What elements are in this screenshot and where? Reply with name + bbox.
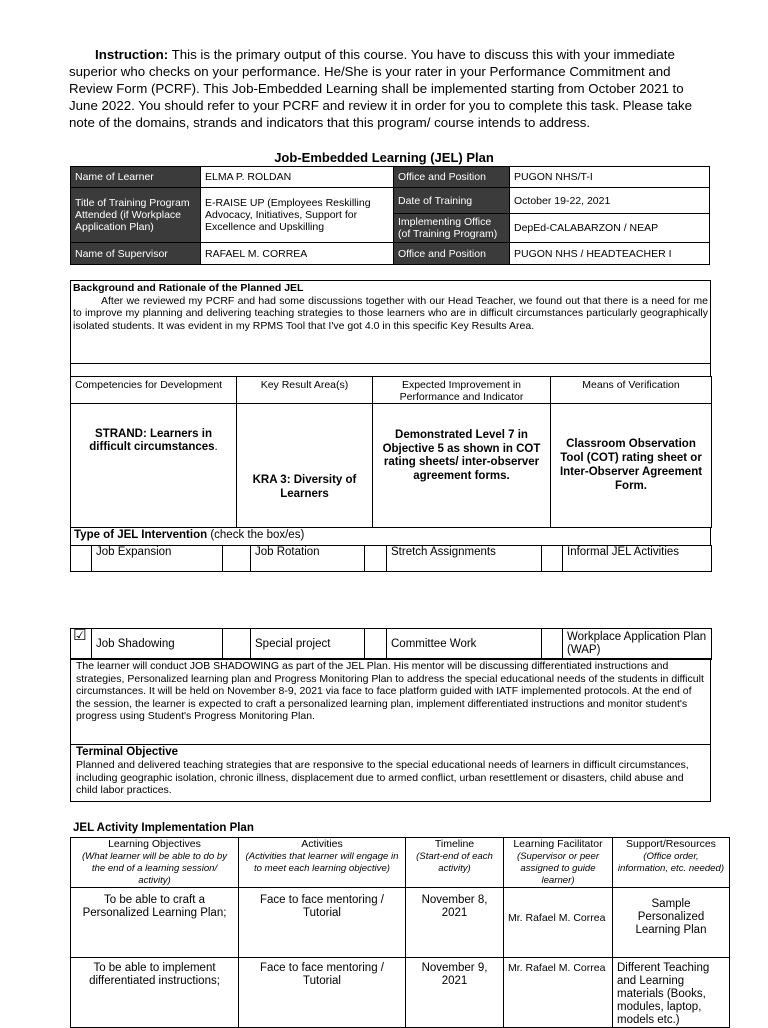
supervisor-value: RAFAEL M. CORREA <box>201 243 394 265</box>
facilitator-header-sub: (Supervisor or peer assigned to guide learner) <box>516 851 600 886</box>
timeline-header-sub: (Start-end of each activity) <box>416 851 493 874</box>
activities-header-title: Activities <box>301 838 343 850</box>
terminal-objective-text: Planned and delivered teaching strategies that are responsive to the special educational needs of learners in difficult circumstances, including geographic isolation, chronic illness, displacement due to armed conflict, urban resettlement or disasters, child abuse and child labor practices. <box>76 759 689 797</box>
activity-cell: Face to face mentoring / Tutorial <box>239 958 406 1028</box>
wap-checkbox[interactable] <box>542 629 563 660</box>
instruction-label: Instruction: <box>95 47 169 62</box>
stretch-assignments-checkbox[interactable] <box>365 546 387 572</box>
supervisor-label: Name of Supervisor <box>71 243 201 265</box>
office-position-label: Office and Position <box>394 167 510 188</box>
job-expansion-label: Job Expansion <box>92 546 223 572</box>
intervention-row-1 <box>70 545 712 572</box>
verification-cell: Classroom Observation Tool (COT) rating sheet or Inter-Observer Agreement Form. <box>551 404 712 528</box>
resources-header <box>613 838 730 888</box>
resources-cell: Sample Personalized Learning Plan <box>613 888 730 958</box>
training-date-label: Date of Training <box>394 188 510 214</box>
job-expansion-checkbox[interactable] <box>71 546 92 572</box>
plan-title: Job-Embedded Learning (JEL) Plan <box>274 150 494 165</box>
objective-cell: To be able to craft a Personalized Learning Plan; <box>71 888 239 958</box>
job-rotation-checkbox[interactable] <box>223 546 251 572</box>
competency-table <box>70 376 712 528</box>
committee-work-label: Committee Work <box>387 629 542 660</box>
activities-header-sub: (Activities that learner will engage in to meet each learning objective) <box>245 851 399 874</box>
job-shadowing-checkbox[interactable] <box>71 629 92 660</box>
training-date-value: October 19-22, 2021 <box>510 188 710 214</box>
background-section <box>70 280 711 364</box>
implementation-table <box>70 837 730 1028</box>
office-position-2-label: Office and Position <box>394 243 510 265</box>
implementing-office-label: Implementing Office (of Training Program) <box>394 214 510 243</box>
improvement-header: Expected Improvement in Performance and Indicator <box>373 377 551 404</box>
spacer-row <box>70 363 711 377</box>
description-text: The learner will conduct JOB SHADOWING as part of the JEL Plan. His mentor will be discussing differentiated instructions and strategies, Personalized learning plan and Progress Monitoring Plan to address the special educational needs of the students in difficult circumstances. It will be held on November 8-9, 2021 via face to face platform guided with IATF implemented protocols. At the end of the session, the learner is expected to craft a personalized learning plan, implement differentiated instructions and monitor student's progress using Student's Progress Monitoring Plan. <box>76 660 704 723</box>
wap-label: Workplace Application Plan (WAP) <box>563 629 712 660</box>
resources-header-title: Support/Resources <box>626 838 716 850</box>
background-text: After we reviewed my PCRF and had some discussions together with our Head Teacher, we found out that there is a need for me to improve my planning and delivering teaching strategies to those learners who are in difficult circumstances particularly geographically isolated students. It was evident in my RPMS Tool that I've got 4.0 in this specific Key Results Area. <box>73 294 708 332</box>
timeline-cell: November 9, 2021 <box>406 958 504 1028</box>
learner-name-label: Name of Learner <box>71 167 201 188</box>
facilitator-header-title: Learning Facilitator <box>513 838 603 850</box>
office-position-value: PUGON NHS/T-I <box>510 167 710 188</box>
special-project-label: Special project <box>251 629 365 660</box>
activity-cell: Face to face mentoring / Tutorial <box>239 888 406 958</box>
table-row <box>71 888 730 958</box>
job-rotation-label: Job Rotation <box>251 546 365 572</box>
strand-period: . <box>214 441 218 453</box>
special-project-checkbox[interactable] <box>223 629 251 660</box>
objectives-header-title: Learning Objectives <box>108 838 201 850</box>
instruction-text: This is the primary output of this course. You have to discuss this with your immediate superior who checks on your performance. He/She is your rater in your Performance Commitment and Review Form (PCRF). This Job-Embedded Learning shall be implemented starting from October 2021 to June 2022. You should refer to your PCRF and review it in order for you to complete this task. Please take note of the domains, strands and indicators that this program/ course intends to address. <box>69 47 693 130</box>
intervention-description <box>70 658 711 745</box>
job-shadowing-label: Job Shadowing <box>92 629 223 660</box>
checked-box-icon: ☑ <box>73 627 87 644</box>
objective-cell: To be able to implement differentiated instructions; <box>71 958 239 1028</box>
training-program-label: Title of Training Program Attended (if Workplace Application Plan) <box>71 188 201 243</box>
intervention-heading-row <box>70 527 711 546</box>
objectives-header-sub: (What learner will be able to do by the end of a learning session/ activity) <box>81 851 228 886</box>
resources-cell: Different Teaching and Learning materials (Books, modules, laptop, models etc.) <box>613 958 730 1028</box>
resources-header-sub: (Office order, information, etc. needed) <box>617 851 725 874</box>
intervention-heading: Type of JEL Intervention <box>74 529 208 541</box>
kra-header: Key Result Area(s) <box>237 377 373 404</box>
terminal-objective-heading: Terminal Objective <box>76 746 179 758</box>
strand-cell <box>71 404 237 528</box>
competency-header: Competencies for Development <box>71 377 237 404</box>
training-program-value: E-RAISE UP (Employees Reskilling Advocacy, Initiatives, Support for Excellence and Upskilling <box>201 188 394 243</box>
improvement-cell: Demonstrated Level 7 in Objective 5 as shown in COT rating sheets/ inter-observer agreement forms. <box>373 404 551 528</box>
objectives-header <box>71 838 239 888</box>
stretch-assignments-label: Stretch Assignments <box>387 546 542 572</box>
timeline-header-title: Timeline <box>434 838 475 850</box>
terminal-objective-section <box>70 744 711 802</box>
instruction-paragraph <box>69 46 709 131</box>
facilitator-cell: Mr. Rafael M. Correa <box>504 888 613 958</box>
timeline-header <box>406 838 504 888</box>
learner-name-value: ELMA P. ROLDAN <box>201 167 394 188</box>
activities-header <box>239 838 406 888</box>
implementing-office-value: DepEd-CALABARZON / NEAP <box>510 214 710 243</box>
intervention-row-2 <box>70 628 712 660</box>
facilitator-header <box>504 838 613 888</box>
informal-jel-label: Informal JEL Activities <box>563 546 712 572</box>
strand-text: STRAND: Learners in difficult circumstances <box>89 428 215 453</box>
office-position-2-value: PUGON NHS / HEADTEACHER I <box>510 243 710 265</box>
timeline-cell: November 8, 2021 <box>406 888 504 958</box>
facilitator-cell: Mr. Rafael M. Correa <box>504 958 613 1028</box>
learner-info-table <box>70 166 710 265</box>
background-heading: Background and Rationale of the Planned JEL <box>73 282 304 294</box>
kra-cell: KRA 3: Diversity of Learners <box>237 404 373 528</box>
committee-work-checkbox[interactable] <box>365 629 387 660</box>
verification-header: Means of Verification <box>551 377 712 404</box>
table-row <box>71 958 730 1028</box>
intervention-hint: (check the box/es) <box>207 529 305 541</box>
informal-jel-checkbox[interactable] <box>542 546 563 572</box>
implementation-heading: JEL Activity Implementation Plan <box>73 822 254 834</box>
